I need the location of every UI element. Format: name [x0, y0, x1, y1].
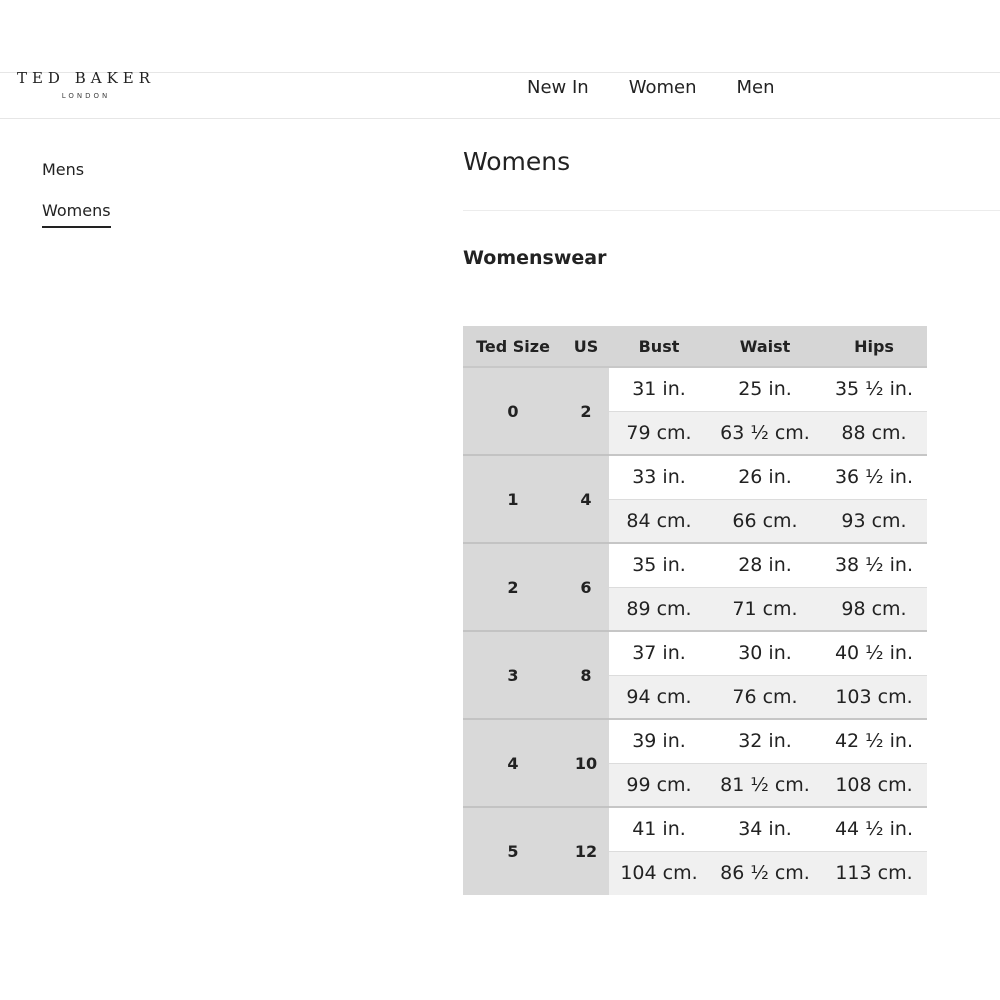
- hips-in-cell: 36 ½ in.: [821, 455, 927, 499]
- table-header-row: [463, 326, 927, 367]
- us-size-cell: 10: [563, 719, 609, 807]
- bust-in-cell: 37 in.: [609, 631, 709, 675]
- nav-new-in[interactable]: New In: [527, 77, 589, 98]
- hips-cm-cell: 108 cm.: [821, 763, 927, 807]
- hips-cm-cell: 98 cm.: [821, 587, 927, 631]
- bust-cm-cell: 104 cm.: [609, 851, 709, 895]
- waist-in-cell: 26 in.: [709, 455, 821, 499]
- brand-sub: LONDON: [61, 92, 111, 100]
- sidebar: [42, 160, 111, 250]
- header-ted-size: Ted Size: [463, 326, 563, 367]
- ted-size-cell: 2: [463, 543, 563, 631]
- waist-in-cell: 25 in.: [709, 367, 821, 411]
- bust-in-cell: 33 in.: [609, 455, 709, 499]
- bust-in-cell: 31 in.: [609, 367, 709, 411]
- hips-in-cell: 40 ½ in.: [821, 631, 927, 675]
- header-hips: Hips: [821, 326, 927, 367]
- sidebar-item-womens[interactable]: Womens: [42, 201, 111, 228]
- table-row: [463, 631, 927, 675]
- table-row: [463, 719, 927, 763]
- header-bust: Bust: [609, 326, 709, 367]
- bust-in-cell: 41 in.: [609, 807, 709, 851]
- waist-cm-cell: 66 cm.: [709, 499, 821, 543]
- hips-cm-cell: 88 cm.: [821, 411, 927, 455]
- us-size-cell: 4: [563, 455, 609, 543]
- brand-logo[interactable]: [16, 69, 156, 100]
- table-row: [463, 807, 927, 851]
- waist-cm-cell: 71 cm.: [709, 587, 821, 631]
- hips-in-cell: 44 ½ in.: [821, 807, 927, 851]
- sidebar-item-mens[interactable]: Mens: [42, 160, 85, 179]
- ted-size-cell: 0: [463, 367, 563, 455]
- page-title: Womens: [463, 147, 571, 176]
- waist-cm-cell: 63 ½ cm.: [709, 411, 821, 455]
- ted-size-cell: 3: [463, 631, 563, 719]
- bust-cm-cell: 89 cm.: [609, 587, 709, 631]
- waist-in-cell: 28 in.: [709, 543, 821, 587]
- table-row: [463, 543, 927, 587]
- ted-size-cell: 1: [463, 455, 563, 543]
- hips-cm-cell: 113 cm.: [821, 851, 927, 895]
- hips-cm-cell: 103 cm.: [821, 675, 927, 719]
- brand-name: TED BAKER: [16, 69, 156, 87]
- waist-in-cell: 32 in.: [709, 719, 821, 763]
- size-chart-table: [463, 326, 927, 895]
- hips-in-cell: 35 ½ in.: [821, 367, 927, 411]
- waist-cm-cell: 76 cm.: [709, 675, 821, 719]
- bust-in-cell: 35 in.: [609, 543, 709, 587]
- us-size-cell: 12: [563, 807, 609, 895]
- waist-in-cell: 34 in.: [709, 807, 821, 851]
- section-title: Womenswear: [463, 247, 607, 269]
- table-row: [463, 455, 927, 499]
- header-us: US: [563, 326, 609, 367]
- top-nav: [527, 77, 775, 98]
- us-size-cell: 8: [563, 631, 609, 719]
- title-divider: [463, 210, 1000, 211]
- hips-in-cell: 38 ½ in.: [821, 543, 927, 587]
- hips-cm-cell: 93 cm.: [821, 499, 927, 543]
- table-row: [463, 367, 927, 411]
- bust-cm-cell: 99 cm.: [609, 763, 709, 807]
- waist-in-cell: 30 in.: [709, 631, 821, 675]
- us-size-cell: 2: [563, 367, 609, 455]
- ted-size-cell: 4: [463, 719, 563, 807]
- bust-cm-cell: 84 cm.: [609, 499, 709, 543]
- waist-cm-cell: 81 ½ cm.: [709, 763, 821, 807]
- nav-men[interactable]: Men: [736, 77, 775, 98]
- header-bottom-divider: [0, 118, 1000, 119]
- bust-in-cell: 39 in.: [609, 719, 709, 763]
- bust-cm-cell: 79 cm.: [609, 411, 709, 455]
- bust-cm-cell: 94 cm.: [609, 675, 709, 719]
- nav-women[interactable]: Women: [628, 77, 697, 98]
- waist-cm-cell: 86 ½ cm.: [709, 851, 821, 895]
- hips-in-cell: 42 ½ in.: [821, 719, 927, 763]
- ted-size-cell: 5: [463, 807, 563, 895]
- header-waist: Waist: [709, 326, 821, 367]
- us-size-cell: 6: [563, 543, 609, 631]
